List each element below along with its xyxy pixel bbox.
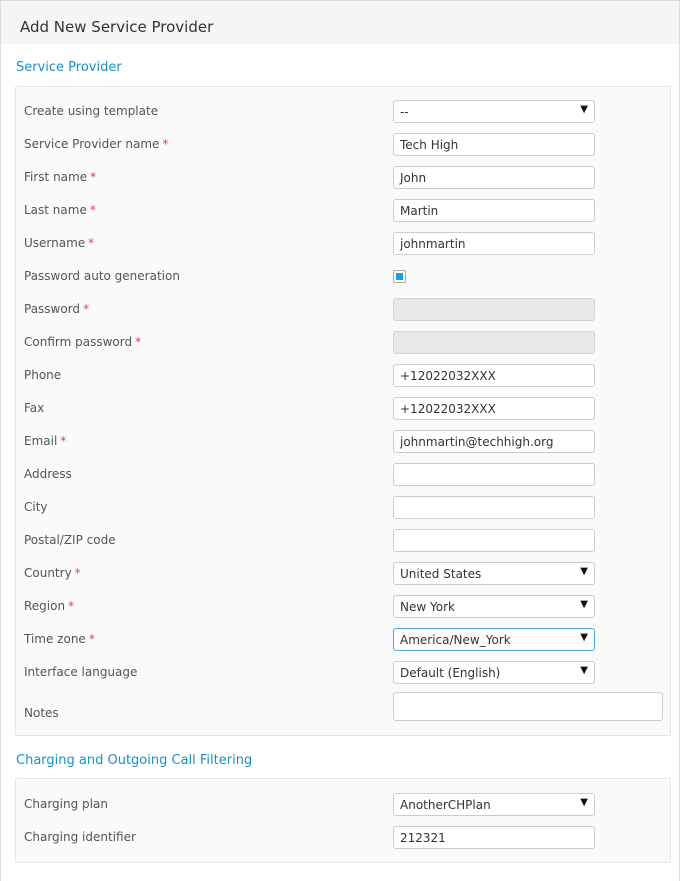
checked-mark xyxy=(396,273,403,280)
last-name-input[interactable] xyxy=(393,199,595,222)
country-label xyxy=(24,566,81,580)
required-mark: * xyxy=(89,203,96,217)
label-text: Username xyxy=(24,236,86,250)
label-text: Password auto generation xyxy=(24,269,180,283)
form-row xyxy=(16,661,670,685)
required-mark: * xyxy=(90,170,97,184)
label-text: Email xyxy=(24,434,58,448)
service-provider-panel xyxy=(15,86,671,736)
form-row xyxy=(16,265,670,289)
form-row xyxy=(16,826,670,850)
form-row xyxy=(16,496,670,520)
field-value: Martin xyxy=(400,204,439,218)
field-value: johnmartin@techhigh.org xyxy=(400,435,554,449)
time-zone-select[interactable] xyxy=(393,628,595,651)
confirm-password-input[interactable] xyxy=(393,331,595,354)
create-using-template-select[interactable] xyxy=(393,100,595,123)
form-row xyxy=(16,463,670,487)
required-mark: * xyxy=(83,302,90,316)
required-mark: * xyxy=(88,632,95,646)
field-value: John xyxy=(400,171,427,185)
form-row xyxy=(16,562,670,586)
form-row xyxy=(16,595,670,619)
password-auto-generation-checkbox[interactable] xyxy=(393,270,406,283)
field-value: New York xyxy=(400,600,455,614)
form-row xyxy=(16,331,670,355)
page-header xyxy=(1,1,679,44)
label-text: Create using template xyxy=(24,104,159,118)
interface-language-label xyxy=(24,665,137,679)
label-text: Phone xyxy=(24,368,62,382)
field-value: +12022032XXX xyxy=(400,402,496,416)
label-text: Charging identifier xyxy=(24,830,136,844)
last-name-label xyxy=(24,203,96,217)
city-input[interactable] xyxy=(393,496,595,519)
label-text: City xyxy=(24,500,48,514)
label-text: Fax xyxy=(24,401,45,415)
form-row xyxy=(16,529,670,553)
chevron-down-icon: ▼ xyxy=(580,566,588,577)
required-mark: * xyxy=(68,599,75,613)
field-value: +12022032XXX xyxy=(400,369,496,383)
confirm-password-label xyxy=(24,335,141,349)
form-row xyxy=(16,100,670,124)
username-label xyxy=(24,236,94,250)
required-mark: * xyxy=(135,335,142,349)
field-value: America/New_York xyxy=(400,633,511,647)
service-provider-name-label xyxy=(24,137,168,151)
label-text: First name xyxy=(24,170,88,184)
create-using-template-label xyxy=(24,104,158,118)
charging-plan-label xyxy=(24,797,108,811)
label-text: Time zone xyxy=(24,632,86,646)
form-row xyxy=(16,430,670,454)
charging-plan-select[interactable] xyxy=(393,793,595,816)
label-text: Confirm password xyxy=(24,335,133,349)
time-zone-label xyxy=(24,632,95,646)
postal-zip-code-input[interactable] xyxy=(393,529,595,552)
password-input[interactable] xyxy=(393,298,595,321)
page-title: Add New Service Provider xyxy=(20,18,214,36)
chevron-down-icon: ▼ xyxy=(580,599,588,610)
service-provider-name-input[interactable] xyxy=(393,133,595,156)
phone-label xyxy=(24,368,61,382)
section-title-service-provider: Service Provider xyxy=(16,60,122,75)
label-text: Last name xyxy=(24,203,87,217)
first-name-label xyxy=(24,170,96,184)
label-text: Charging plan xyxy=(24,797,108,811)
label-text: Notes xyxy=(24,706,59,720)
form-row xyxy=(16,397,670,421)
field-value: 212321 xyxy=(400,831,446,845)
field-value: johnmartin xyxy=(400,237,466,251)
interface-language-select[interactable] xyxy=(393,661,595,684)
field-value: Default (English) xyxy=(400,666,501,680)
form-row xyxy=(16,298,670,322)
chevron-down-icon: ▼ xyxy=(580,632,588,643)
field-value: Tech High xyxy=(400,138,459,152)
password-label xyxy=(24,302,89,316)
required-mark: * xyxy=(162,137,169,151)
form-row xyxy=(16,232,670,256)
email-input[interactable] xyxy=(393,430,595,453)
chevron-down-icon: ▼ xyxy=(580,104,588,115)
field-value: AnotherCHPlan xyxy=(400,798,491,812)
field-value: -- xyxy=(400,105,409,119)
region-label xyxy=(24,599,74,613)
postal-zip-code-label xyxy=(24,533,116,547)
section-title-charging: Charging and Outgoing Call Filtering xyxy=(16,753,253,768)
notes-textarea[interactable] xyxy=(393,692,663,721)
form-row xyxy=(16,364,670,388)
label-text: Country xyxy=(24,566,72,580)
charging-identifier-input[interactable] xyxy=(393,826,595,849)
country-select[interactable] xyxy=(393,562,595,585)
label-text: Password xyxy=(24,302,81,316)
fax-label xyxy=(24,401,44,415)
label-text: Interface language xyxy=(24,665,138,679)
form-row xyxy=(16,199,670,223)
password-auto-generation-label xyxy=(24,269,180,283)
field-value: United States xyxy=(400,567,482,581)
label-text: Service Provider name xyxy=(24,137,160,151)
notes-label xyxy=(24,706,59,720)
label-text: Region xyxy=(24,599,66,613)
charging-panel xyxy=(15,778,671,863)
city-label xyxy=(24,500,48,514)
form-row xyxy=(16,628,670,652)
address-label xyxy=(24,467,72,481)
required-mark: * xyxy=(88,236,95,250)
chevron-down-icon: ▼ xyxy=(580,665,588,676)
first-name-input[interactable] xyxy=(393,166,595,189)
charging-identifier-label xyxy=(24,830,136,844)
required-mark: * xyxy=(60,434,67,448)
form-row xyxy=(16,166,670,190)
label-text: Address xyxy=(24,467,72,481)
form-row xyxy=(16,133,670,157)
region-select[interactable] xyxy=(393,595,595,618)
address-input[interactable] xyxy=(393,463,595,486)
fax-input[interactable] xyxy=(393,397,595,420)
email-label xyxy=(24,434,66,448)
required-mark: * xyxy=(74,566,81,580)
label-text: Postal/ZIP code xyxy=(24,533,116,547)
form-row xyxy=(16,793,670,817)
chevron-down-icon: ▼ xyxy=(580,797,588,808)
username-input[interactable] xyxy=(393,232,595,255)
phone-input[interactable] xyxy=(393,364,595,387)
form-row xyxy=(16,692,670,720)
